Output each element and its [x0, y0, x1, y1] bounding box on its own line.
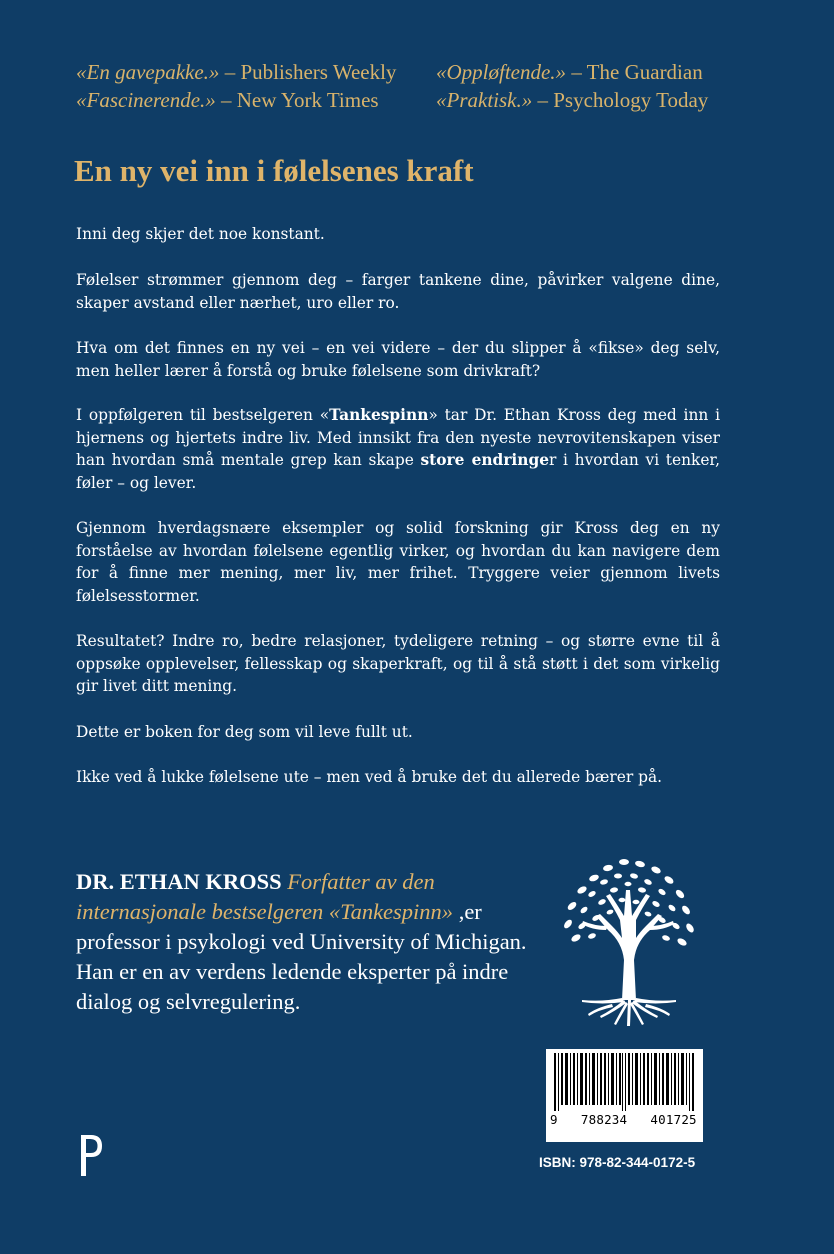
review-quote-source: – New York Times	[221, 88, 379, 112]
review-quote-text: «Praktisk.»	[436, 88, 533, 112]
body-paragraph-7: Dette er boken for deg som vil leve fullt ut.	[76, 723, 413, 741]
emphasis-store-endringer: store endringe	[420, 451, 550, 470]
review-quote-source: – The Guardian	[571, 60, 703, 84]
barcode-digits: 9 788234 401725	[550, 1112, 697, 1127]
review-quote-text: «En gavepakke.»	[76, 60, 220, 84]
book-title-tankespinn: Tankespinn	[329, 406, 429, 424]
review-quote-new-york-times	[76, 90, 379, 111]
body-paragraph-5: Gjennom hverdagsnære eksempler og solid forskning gir Kross deg en ny forståelse av hvordan følelsene egentlig virker, og hvordan du kan navigere dem for å finne mer mening, mer liv, mer frihet. Tryggere veier gjennom livets følelsesstormer.	[76, 519, 720, 606]
review-quote-source: – Publishers Weekly	[224, 60, 397, 84]
author-name: DR. ETHAN KROSS	[76, 869, 282, 894]
review-quote-text: «Fascinerende.»	[76, 88, 216, 112]
review-quote-source: – Psychology Today	[537, 88, 709, 112]
isbn-label: ISBN: 978-82-344-0172-5	[539, 1155, 696, 1170]
body-paragraph-4	[76, 404, 720, 495]
tree-of-life-icon	[552, 850, 704, 1030]
review-quote-the-guardian	[436, 62, 703, 83]
body-paragraph-8: Ikke ved å lukke følelsene ute – men ved å bruke det du allerede bærer på.	[76, 768, 663, 786]
review-quote-publishers-weekly	[76, 62, 396, 83]
body-paragraph-6: Resultatet? Indre ro, bedre relasjoner, tydeligere retning – og større evne til å oppsøke opplevelser, fellesskap og skaperkraft, og til å stå støtt i det som virkelig gir livet ditt mening.	[76, 632, 720, 696]
paragraph-text: r i hvordan vi tenker, føler – og lever.	[76, 451, 720, 493]
author-role: Forfatter av den internasjonale bestselgeren «Tankespinn»	[76, 869, 454, 924]
paragraph-text: » tar Dr. Ethan Kross deg med inn i hjernens og hjertets indre liv. Med innsikt fra den nyeste nevrovitenskapen viser han hvordan små mentale grep kan skape	[76, 406, 720, 470]
review-quote-text: «Oppløftende.»	[436, 60, 567, 84]
author-bio-text: ,er professor i psykologi ved University of Michigan. Han er en av verdens ledende eksperter på indre dialog og selvregulering.	[76, 899, 527, 1014]
paragraph-text: I oppfølgeren til bestselgeren «	[76, 406, 330, 424]
body-paragraph-1: Inni deg skjer det noe konstant.	[76, 225, 325, 243]
barcode-bars	[554, 1053, 695, 1111]
barcode	[546, 1049, 703, 1142]
publisher-p-logo	[78, 1133, 104, 1178]
review-quote-psychology-today	[436, 90, 708, 111]
back-cover-title: En ny vei inn i følelsenes kraft	[74, 153, 474, 188]
body-paragraph-2: Følelser strømmer gjennom deg – farger tankene dine, påvirker valgene dine, skaper avstand eller nærhet, uro eller ro.	[76, 271, 720, 312]
body-paragraph-3: Hva om det finnes en ny vei – en vei videre – der du slipper å «fikse» deg selv, men heller lærer å forstå og bruke følelsene som drivkraft?	[76, 339, 720, 380]
author-bio	[76, 867, 546, 1017]
